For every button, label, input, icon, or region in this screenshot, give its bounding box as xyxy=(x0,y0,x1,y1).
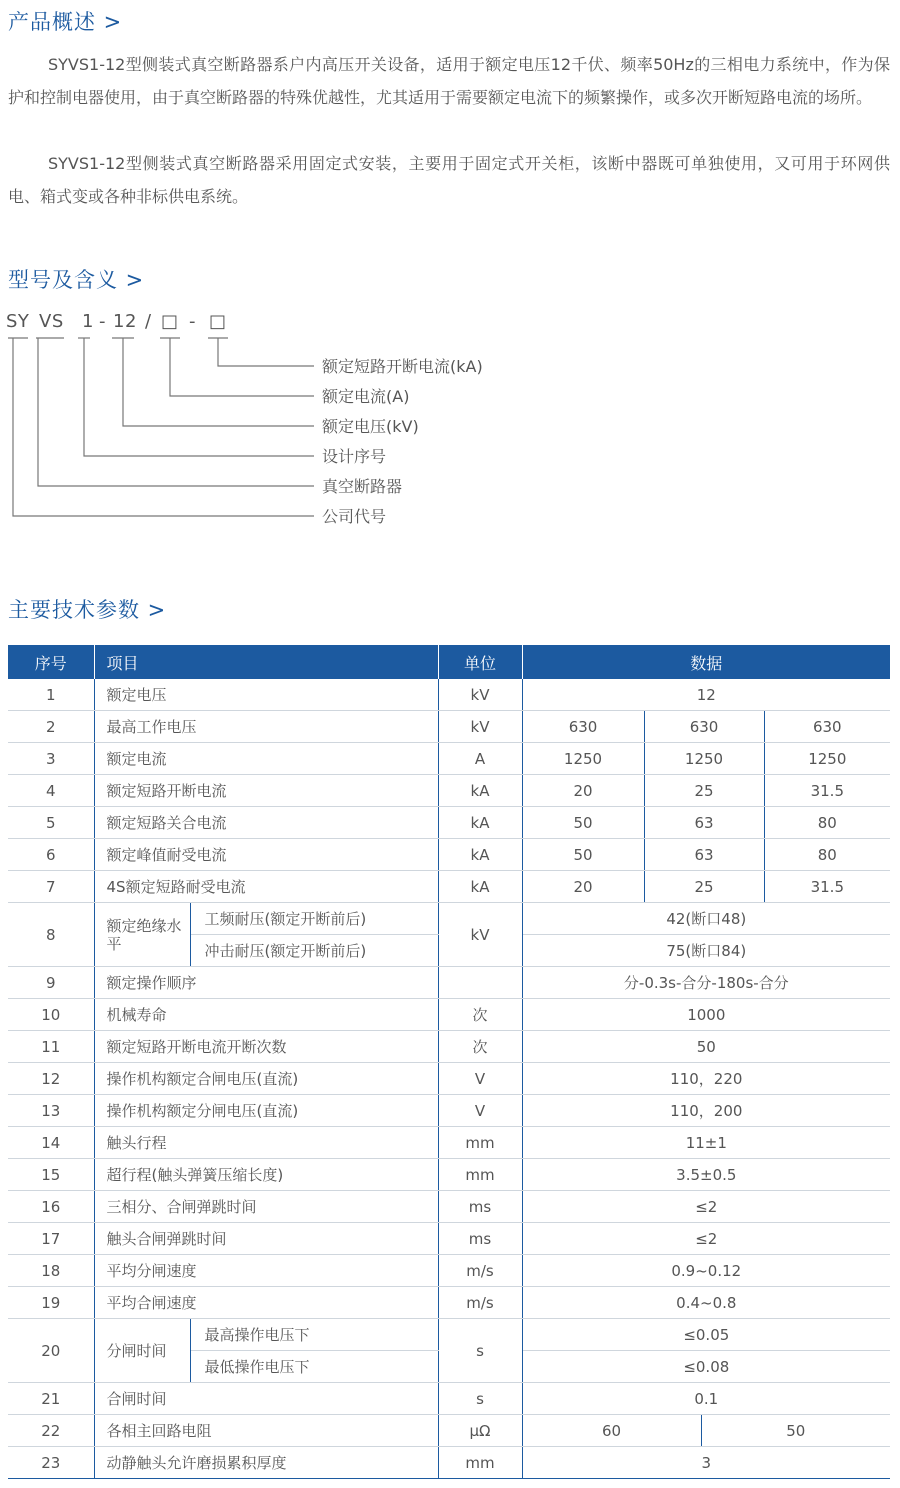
row-item: 额定峰值耐受电流 xyxy=(94,839,438,871)
table-row xyxy=(8,871,890,903)
table-row xyxy=(8,711,890,743)
code-current-box: □ xyxy=(161,311,179,332)
row-value-1: 42(断口48) xyxy=(522,903,890,935)
row-value-3: 80 xyxy=(764,807,890,839)
row-item: 平均分闸速度 xyxy=(94,1255,438,1287)
header-data: 数据 xyxy=(522,645,890,679)
row-value: 0.9~0.12 xyxy=(522,1255,890,1287)
row-unit: m/s xyxy=(438,1287,522,1319)
row-no: 6 xyxy=(8,839,94,871)
row-item: 额定电压 xyxy=(94,679,438,711)
table-row xyxy=(8,807,890,839)
table-row xyxy=(8,1287,890,1319)
row-no: 21 xyxy=(8,1383,94,1415)
row-value-3: 31.5 xyxy=(764,871,890,903)
row-item: 动静触头允许磨损累积厚度 xyxy=(94,1447,438,1479)
model-connector-lines xyxy=(0,0,900,560)
row-no: 10 xyxy=(8,999,94,1031)
table-row xyxy=(8,1447,890,1479)
row-unit: kV xyxy=(438,679,522,711)
row-item: 额定电流 xyxy=(94,743,438,775)
table-row xyxy=(8,1095,890,1127)
row-unit: A xyxy=(438,743,522,775)
row-value: 110，200 xyxy=(522,1095,890,1127)
row-no: 9 xyxy=(8,967,94,999)
row-unit: mm xyxy=(438,1127,522,1159)
row-no: 11 xyxy=(8,1031,94,1063)
row-item: 合闸时间 xyxy=(94,1383,438,1415)
row-sub-item-1: 最高操作电压下 xyxy=(190,1319,438,1351)
row-no: 23 xyxy=(8,1447,94,1479)
row-value: 3 xyxy=(522,1447,890,1479)
label-rated-current: 额定电流(A) xyxy=(322,387,410,406)
row-value-2: ≤0.08 xyxy=(522,1351,890,1383)
row-value-2: 63 xyxy=(644,807,764,839)
row-item: 触头行程 xyxy=(94,1127,438,1159)
row-no: 1 xyxy=(8,679,94,711)
row-no: 19 xyxy=(8,1287,94,1319)
row-item: 额定短路开断电流 xyxy=(94,775,438,807)
row-value-2: 1250 xyxy=(644,743,764,775)
row-unit: V xyxy=(438,1063,522,1095)
row-unit: μΩ xyxy=(438,1415,522,1447)
table-row xyxy=(8,743,890,775)
row-unit: s xyxy=(438,1319,522,1383)
row-unit: kA xyxy=(438,807,522,839)
table-row xyxy=(8,775,890,807)
row-value-1: 20 xyxy=(522,775,644,807)
row-item: 触头合闸弹跳时间 xyxy=(94,1223,438,1255)
code-vacuum: VS xyxy=(39,311,64,332)
row-no: 14 xyxy=(8,1127,94,1159)
header-item: 项目 xyxy=(94,645,438,679)
row-unit: kA xyxy=(438,775,522,807)
header-no: 序号 xyxy=(8,645,94,679)
row-unit: mm xyxy=(438,1447,522,1479)
row-value-2: 630 xyxy=(644,711,764,743)
label-company-code: 公司代号 xyxy=(322,507,387,526)
row-sub-item-2: 冲击耐压(额定开断前后) xyxy=(190,935,438,967)
row-no: 17 xyxy=(8,1223,94,1255)
table-row xyxy=(8,1319,890,1351)
table-row xyxy=(8,999,890,1031)
row-value-1: 50 xyxy=(522,839,644,871)
row-value-3: 31.5 xyxy=(764,775,890,807)
table-row xyxy=(8,903,890,935)
row-item: 额定绝缘水平 xyxy=(94,903,190,967)
row-sub-item-2: 最低操作电压下 xyxy=(190,1351,438,1383)
row-no: 12 xyxy=(8,1063,94,1095)
row-no: 8 xyxy=(8,903,94,967)
table-row xyxy=(8,839,890,871)
row-item: 最高工作电压 xyxy=(94,711,438,743)
row-no: 4 xyxy=(8,775,94,807)
table-header-row xyxy=(8,645,890,679)
table-row xyxy=(8,1191,890,1223)
row-value: 11±1 xyxy=(522,1127,890,1159)
row-item: 操作机构额定分闸电压(直流) xyxy=(94,1095,438,1127)
label-breaking-current: 额定短路开断电流(kA) xyxy=(322,357,483,376)
row-value: 50 xyxy=(522,1031,890,1063)
row-item: 操作机构额定合闸电压(直流) xyxy=(94,1063,438,1095)
row-value: 12 xyxy=(522,679,890,711)
row-value-3: 630 xyxy=(764,711,890,743)
row-value-1: ≤0.05 xyxy=(522,1319,890,1351)
table-row xyxy=(8,1383,890,1415)
row-value: ≤2 xyxy=(522,1191,890,1223)
row-item: 额定操作顺序 xyxy=(94,967,438,999)
row-item: 平均合闸速度 xyxy=(94,1287,438,1319)
row-value: 0.1 xyxy=(522,1383,890,1415)
table-row xyxy=(8,1127,890,1159)
row-item: 分闸时间 xyxy=(94,1319,190,1383)
row-no: 7 xyxy=(8,871,94,903)
code-company: SY xyxy=(6,311,30,332)
overview-paragraph-2: SYVS1-12型侧装式真空断路器采用固定式安装，主要用于固定式开关柜，该断中器既可单独使用，又可用于环网供电、箱式变或各种非标供电系统。 xyxy=(8,154,890,206)
code-design-no: 1 xyxy=(82,311,94,332)
code-slash: / xyxy=(145,311,152,332)
row-item: 三相分、合闸弹跳时间 xyxy=(94,1191,438,1223)
params-title: 主要技术参数 > xyxy=(8,598,167,622)
label-design-no: 设计序号 xyxy=(322,447,387,466)
row-item: 4S额定短路耐受电流 xyxy=(94,871,438,903)
row-item: 各相主回路电阻 xyxy=(94,1415,438,1447)
label-rated-voltage: 额定电压(kV) xyxy=(322,417,419,436)
row-unit: ms xyxy=(438,1223,522,1255)
row-value-2: 63 xyxy=(644,839,764,871)
row-unit: 次 xyxy=(438,999,522,1031)
row-item: 超行程(触头弹簧压缩长度) xyxy=(94,1159,438,1191)
row-no: 15 xyxy=(8,1159,94,1191)
spec-table xyxy=(8,645,890,1479)
row-value: 3.5±0.5 xyxy=(522,1159,890,1191)
table-row xyxy=(8,1031,890,1063)
row-value: 分-0.3s-合分-180s-合分 xyxy=(522,967,890,999)
table-row xyxy=(8,1063,890,1095)
row-unit: kA xyxy=(438,839,522,871)
row-value-2: 50 xyxy=(701,1415,890,1447)
code-voltage: 12 xyxy=(113,311,137,332)
row-unit: ms xyxy=(438,1191,522,1223)
row-value-3: 1250 xyxy=(764,743,890,775)
table-row xyxy=(8,1255,890,1287)
row-value-1: 630 xyxy=(522,711,644,743)
row-no: 18 xyxy=(8,1255,94,1287)
row-value: ≤2 xyxy=(522,1223,890,1255)
code-breaking-box: □ xyxy=(209,311,227,332)
row-no: 20 xyxy=(8,1319,94,1383)
row-no: 22 xyxy=(8,1415,94,1447)
table-row xyxy=(8,679,890,711)
table-row xyxy=(8,1223,890,1255)
row-item: 额定短路关合电流 xyxy=(94,807,438,839)
row-unit: 次 xyxy=(438,1031,522,1063)
table-row xyxy=(8,1159,890,1191)
row-value: 1000 xyxy=(522,999,890,1031)
code-dash-1: - xyxy=(99,311,106,332)
row-value: 0.4~0.8 xyxy=(522,1287,890,1319)
row-unit: kA xyxy=(438,871,522,903)
row-unit: kV xyxy=(438,903,522,967)
row-value-1: 20 xyxy=(522,871,644,903)
row-value-2: 25 xyxy=(644,871,764,903)
row-value: 110，220 xyxy=(522,1063,890,1095)
row-no: 2 xyxy=(8,711,94,743)
header-unit: 单位 xyxy=(438,645,522,679)
row-value-1: 60 xyxy=(522,1415,701,1447)
overview-paragraph-1: SYVS1-12型侧装式真空断路器系户内高压开关设备，适用于额定电压12千伏、频率50Hz的三相电力系统中，作为保护和控制电器使用，由于真空断路器的特殊优越性，尤其适用于需要额定电流下的频繁操作，或多次开断短路电流的场所。 xyxy=(8,55,890,107)
label-vacuum-breaker: 真空断路器 xyxy=(322,477,403,496)
row-unit: kV xyxy=(438,711,522,743)
row-value-2: 25 xyxy=(644,775,764,807)
row-item: 额定短路开断电流开断次数 xyxy=(94,1031,438,1063)
row-unit: s xyxy=(438,1383,522,1415)
code-dash-2: - xyxy=(189,311,196,332)
row-no: 3 xyxy=(8,743,94,775)
table-row xyxy=(8,1415,890,1447)
row-no: 13 xyxy=(8,1095,94,1127)
row-value-2: 75(断口84) xyxy=(522,935,890,967)
row-unit xyxy=(438,967,522,999)
row-value-3: 80 xyxy=(764,839,890,871)
row-item: 机械寿命 xyxy=(94,999,438,1031)
row-value-1: 1250 xyxy=(522,743,644,775)
model-title: 型号及含义 > xyxy=(8,268,145,292)
row-no: 16 xyxy=(8,1191,94,1223)
table-row xyxy=(8,967,890,999)
row-sub-item-1: 工频耐压(额定开断前后) xyxy=(190,903,438,935)
overview-title: 产品概述 > xyxy=(8,10,123,34)
row-no: 5 xyxy=(8,807,94,839)
row-unit: mm xyxy=(438,1159,522,1191)
row-unit: m/s xyxy=(438,1255,522,1287)
row-value-1: 50 xyxy=(522,807,644,839)
row-unit: V xyxy=(438,1095,522,1127)
